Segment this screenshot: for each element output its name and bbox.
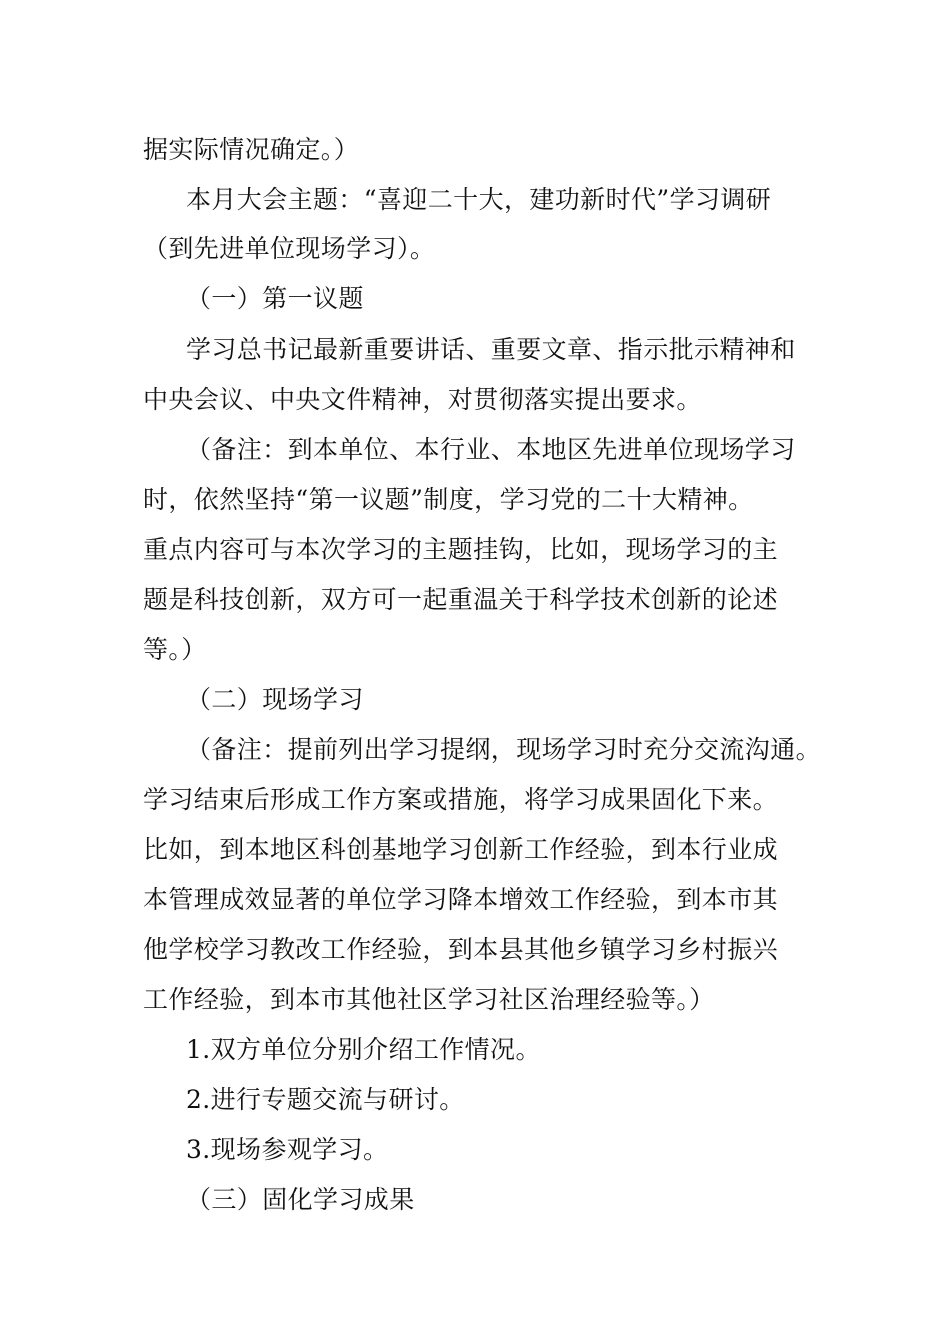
section-heading: （二）现场学习 bbox=[186, 685, 364, 714]
text-line: （备注：提前列出学习提纲，现场学习时充分交流沟通。 bbox=[186, 735, 822, 764]
text-line: 工作经验，到本市其他社区学习社区治理经验等。） bbox=[143, 985, 715, 1014]
text-line: 时，依然坚持“第一议题”制度，学习党的二十大精神。 bbox=[143, 485, 754, 514]
section-heading: （三）固化学习成果 bbox=[186, 1185, 415, 1214]
text-line: （备注：到本单位、本行业、本地区先进单位现场学习 bbox=[186, 435, 796, 464]
text-line: 本管理成效显著的单位学习降本增效工作经验，到本市其 bbox=[143, 885, 779, 914]
text-line: 学习总书记最新重要讲话、重要文章、指示批示精神和 bbox=[186, 335, 796, 364]
list-item: 2.进行专题交流与研讨。 bbox=[186, 1085, 465, 1114]
text-line: 据实际情况确定。） bbox=[143, 135, 360, 164]
text-line: 学习结束后形成工作方案或措施，将学习成果固化下来。 bbox=[143, 785, 779, 814]
list-item: 3.现场参观学习。 bbox=[186, 1135, 389, 1164]
list-item: 1.双方单位分别介绍工作情况。 bbox=[186, 1035, 541, 1064]
text-line: 重点内容可与本次学习的主题挂钩，比如，现场学习的主 bbox=[143, 535, 779, 564]
text-line: 等。） bbox=[143, 635, 207, 664]
text-line: 题是科技创新，双方可一起重温关于科学技术创新的论述 bbox=[143, 585, 779, 614]
section-heading: （一）第一议题 bbox=[186, 284, 364, 313]
text-line: 他学校学习教改工作经验，到本县其他乡镇学习乡村振兴 bbox=[143, 935, 779, 964]
text-line: 中央会议、中央文件精神，对贯彻落实提出要求。 bbox=[143, 385, 702, 414]
text-line: 比如，到本地区科创基地学习创新工作经验，到本行业成 bbox=[143, 835, 779, 864]
text-line: 本月大会主题：“喜迎二十大，建功新时代”学习调研 bbox=[186, 185, 772, 214]
text-line: （到先进单位现场学习）。 bbox=[143, 234, 436, 263]
